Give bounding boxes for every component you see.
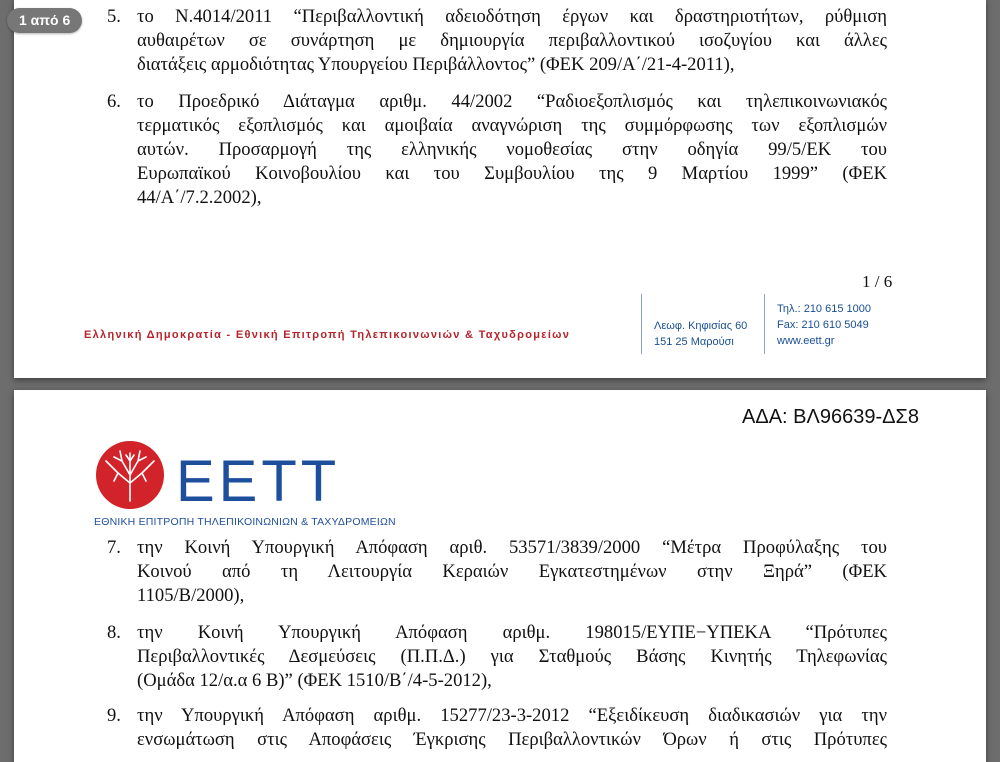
item-text-line: (Ομάδα 12/α.α 6 Β)” (ΦΕΚ 1510/Β΄/4-5-2012), <box>137 670 492 691</box>
eett-logo <box>94 434 396 529</box>
item-number: 7. <box>107 537 121 558</box>
item-text-line: Περιβαλλοντικές Δεσμεύσεις (Π.Π.Δ.) για Σταθμούς Βάσης Κινητής Τηλεφωνίας <box>137 646 887 667</box>
item-text-line: Ευρωπαϊκού Κοινοβουλίου και του Συμβουλίου της 9 Μαρτίου 1999” (ΦΕΚ <box>137 163 887 184</box>
footer-address <box>654 318 747 350</box>
item-text-line: την Υπουργική Απόφαση αριθμ. 15277/23-3-2012 “Εξειδίκευση διαδικασιών για την <box>137 705 887 726</box>
footer-address-city: 151 25 Μαρούσι <box>654 336 734 348</box>
footer-web[interactable]: www.eett.gr <box>777 335 835 347</box>
item-text-line: το Ν.4014/2011 “Περιβαλλοντική αδειοδότηση έργων και δραστηριοτήτων, ρύθμιση <box>137 6 887 27</box>
item-number: 6. <box>107 91 121 112</box>
item-text-line: Κοινού από τη Λειτουργία Κεραιών Εγκατεστημένων στην Ξηρά” (ΦΕΚ <box>137 561 887 582</box>
item-text-line: 44/Α΄/7.2.2002), <box>137 187 262 208</box>
item-number: 5. <box>107 6 121 27</box>
item-text-line: το Προεδρικό Διάταγμα αριθμ. 44/2002 “Ραδιοεξοπλισμός και τηλεπικοινωνιακός <box>137 91 887 112</box>
footer-divider <box>764 294 765 354</box>
item-text-line: ενσωμάτωση στις Αποφάσεις Έγκρισης Περιβαλλοντικών Όρων ή στις Πρότυπες <box>137 729 887 750</box>
item-text-line: διατάξεις αρμοδιότητας Υπουργείου Περιβάλλοντος” (ΦΕΚ 209/Α΄/21-4-2011), <box>137 54 735 75</box>
item-number: 9. <box>107 705 121 726</box>
tree-emblem-icon <box>94 439 166 511</box>
item-text-line: την Κοινή Υπουργική Απόφαση αριθ. 53571/3839/2000 “Μέτρα Προφύλαξης του <box>137 537 887 558</box>
footer-contact <box>777 301 871 349</box>
footer-address-street: Λεωφ. Κηφισίας 60 <box>654 320 748 332</box>
footer-divider <box>641 294 642 354</box>
logo-wordmark: EETT <box>176 449 341 514</box>
item-number: 8. <box>107 622 121 643</box>
footer-organization: Ελληνική Δημοκρατία - Εθνική Επιτροπή Τηλεπικοινωνιών & Ταχυδρομείων <box>84 329 571 341</box>
document-page-2 <box>14 390 986 762</box>
item-text-line: 1105/Β/2000), <box>137 585 245 606</box>
item-text-line: αυτών. Προσαρμογή της ελληνικής νομοθεσίας στην οδηγία 99/5/ΕΚ του <box>137 139 887 160</box>
footer-phone: Τηλ.: 210 615 1000 <box>777 303 871 315</box>
ada-code: ΑΔΑ: ΒΛ96639-ΔΣ8 <box>742 406 919 428</box>
item-text-line: αυθαιρέτων σε συνάρτηση με δημιουργία περιβαλλοντικού ισοζυγίου και άλλες <box>137 30 887 51</box>
logo-caption: ΕΘΝΙΚΗ ΕΠΙΤΡΟΠΗ ΤΗΛΕΠΙΚΟΙΝΩΝΙΩΝ & ΤΑΧΥΔΡΟΜΕΙΩΝ <box>94 516 396 528</box>
page-indicator-badge: 1 από 6 <box>7 8 82 33</box>
item-text-line: την Κοινή Υπουργική Απόφαση αριθμ. 198015/ΕΥΠΕ−ΥΠΕΚΑ “Πρότυπες <box>137 622 887 643</box>
item-text-line: τερματικός εξοπλισμός και αμοιβαία αναγνώριση της συμμόρφωσης των εξοπλισμών <box>137 115 887 136</box>
footer-fax: Fax: 210 610 5049 <box>777 319 869 331</box>
page-number: 1 / 6 <box>862 272 893 291</box>
document-page-1 <box>14 0 986 378</box>
